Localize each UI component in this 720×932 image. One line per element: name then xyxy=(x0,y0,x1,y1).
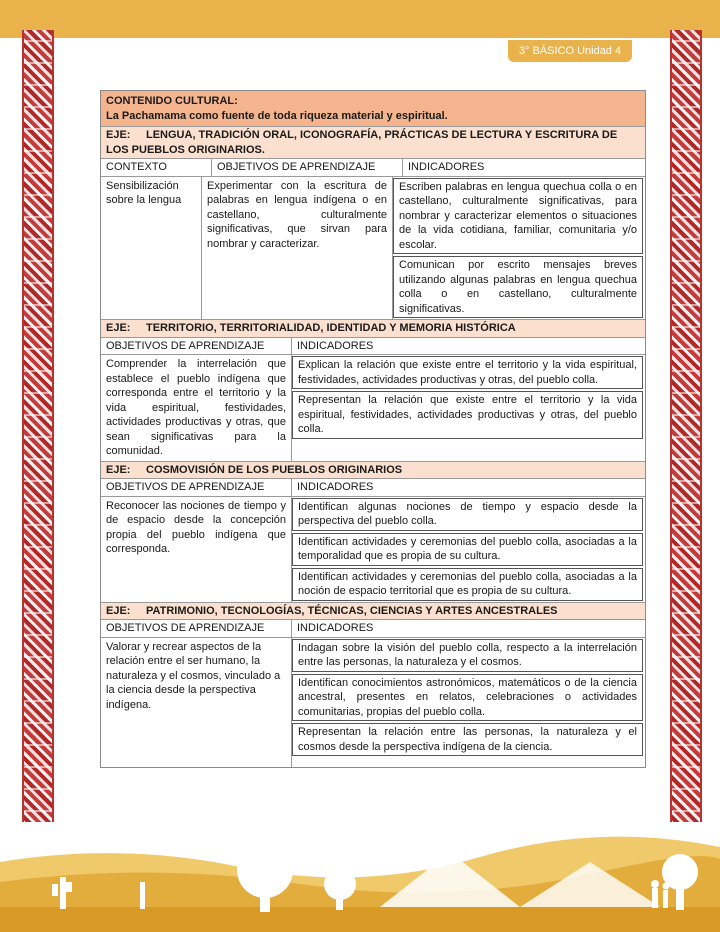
content-row-2 xyxy=(101,355,645,462)
curriculum-table xyxy=(100,90,646,768)
right-decorative-border xyxy=(670,30,702,830)
eje-label: EJE: xyxy=(106,129,131,141)
objetivo-cell-3: Reconocer las nociones de tiempo y de espacio desde la concepción propia del pueblo indígena que corresponda. xyxy=(101,497,292,602)
col-header-objetivos: OBJETIVOS DE APRENDIZAJE xyxy=(101,620,292,637)
indicador-2-2: Representan la relación que existe entre el territorio y la vida espiritual, festividades, actividades productivas y otras, del pueblo colla. xyxy=(292,391,643,439)
col-header-objetivos: OBJETIVOS DE APRENDIZAJE xyxy=(101,479,292,496)
indicadores-cell-3 xyxy=(292,497,645,602)
objetivo-cell-4: Valorar y recrear aspectos de la relación entre el ser humano, la naturaleza y el cosmos, vinculado a la ciencia desde la perspectiva indígena. xyxy=(101,638,292,768)
col-header-indicadores: INDICADORES xyxy=(297,339,374,352)
landscape-illustration xyxy=(0,822,720,932)
contenido-text: La Pachamama como fuente de toda riqueza material y espiritual. xyxy=(106,109,448,122)
col-header-contexto: CONTEXTO xyxy=(101,159,212,176)
indicadores-cell-1 xyxy=(393,177,645,320)
eje-label: EJE: xyxy=(106,463,131,476)
col-header-indicadores: INDICADORES xyxy=(297,622,374,634)
grade-unit-badge: 3° BÁSICO Unidad 4 xyxy=(508,40,632,62)
left-decorative-border xyxy=(22,30,54,830)
content-row-1 xyxy=(101,177,645,321)
indicador-4-1: Indagan sobre la visión del pueblo colla, respecto a la interrelación entre las personas, la naturaleza y el cosmos. xyxy=(292,639,643,672)
top-band xyxy=(0,0,720,38)
footer-landscape xyxy=(0,822,720,932)
contexto-cell: Sensibilización sobre la lengua xyxy=(101,177,202,320)
col-header-objetivos: OBJETIVOS DE APRENDIZAJE xyxy=(212,159,403,176)
col-header-objetivos: OBJETIVOS DE APRENDIZAJE xyxy=(101,338,292,355)
indicadores-cell-4 xyxy=(292,638,645,768)
indicadores-cell-2 xyxy=(292,355,645,461)
eje-row-3 xyxy=(101,462,645,480)
eje-label: EJE: xyxy=(106,322,131,334)
eje-row-2 xyxy=(101,320,645,338)
col-header-indicadores: INDICADORES xyxy=(408,161,485,173)
indicador-3-3: Identifican actividades y ceremonias del pueblo colla, asociadas a la noción de espacio territorial que es propia de su cultura. xyxy=(292,568,643,601)
eje-title-3: COSMOVISIÓN DE LOS PUEBLOS ORIGINARIOS xyxy=(146,463,403,476)
contenido-cultural xyxy=(101,91,645,127)
indicador-1-2: Comunican por escrito mensajes breves utilizando algunas palabras en lengua quechua colla o en castellano, culturalmente significativas. xyxy=(393,256,643,318)
eje-row-4 xyxy=(101,603,645,621)
indicador-4-2: Identifican conocimientos astronómicos, matemáticos o de la ciencia ancestral, presentes en relatos, celebraciones o actividades comunitarias, propias del pueblo colla. xyxy=(292,674,643,722)
eje-label: EJE: xyxy=(106,604,131,617)
indicador-3-2: Identifican actividades y ceremonias del pueblo colla, asociadas a la temporalidad que es propia de su cultura. xyxy=(292,533,643,566)
header-row-2 xyxy=(101,338,645,356)
indicador-2-1: Explican la relación que existe entre el territorio y la vida espiritual, festividades, actividades productivas y otras, del pueblo colla. xyxy=(292,356,643,389)
content-row-4 xyxy=(101,638,645,768)
indicador-4-3: Representan la relación entre las personas, la naturaleza y el cosmos desde la perspectiva indígena de la ciencia. xyxy=(292,723,643,756)
header-row-4 xyxy=(101,620,645,638)
contenido-label: CONTENIDO CULTURAL: xyxy=(106,95,238,107)
header-row-1 xyxy=(101,159,645,177)
eje-title-2: TERRITORIO, TERRITORIALIDAD, IDENTIDAD Y MEMORIA HISTÓRICA xyxy=(146,322,516,334)
eje-row-1 xyxy=(101,127,645,159)
header-row-3 xyxy=(101,479,645,497)
col-header-indicadores: INDICADORES xyxy=(297,481,374,493)
eje-title-1: LENGUA, TRADICIÓN ORAL, ICONOGRAFÍA, PRÁCTICAS DE LECTURA Y ESCRITURA DE LOS PUEBLOS ORIGINARIOS. xyxy=(106,129,618,156)
indicador-3-1: Identifican algunas nociones de tiempo y espacio desde la perspectiva del pueblo colla. xyxy=(292,498,643,531)
indicador-1-1: Escriben palabras en lengua quechua colla o en castellano, culturalmente significativas, para nombrar y caracterizar elementos o situaciones de la vida cotidiana, familiar, comunitaria y/o escolar. xyxy=(393,178,643,255)
content-row-3 xyxy=(101,497,645,603)
objetivo-cell-2: Comprender la interrelación que establece el pueblo indígena que corresponda entre el territorio y la vida espiritual, festividades, actividades productivas y otras, que sean significativas para la comunidad. xyxy=(101,355,292,461)
objetivo-cell-1: Experimentar con la escritura de palabras en lengua indígena o en castellano, culturalmente significativas, que sirvan para nombrar y caracterizar. xyxy=(202,177,393,320)
eje-title-4: PATRIMONIO, TECNOLOGÍAS, TÉCNICAS, CIENCIAS Y ARTES ANCESTRALES xyxy=(146,604,558,617)
